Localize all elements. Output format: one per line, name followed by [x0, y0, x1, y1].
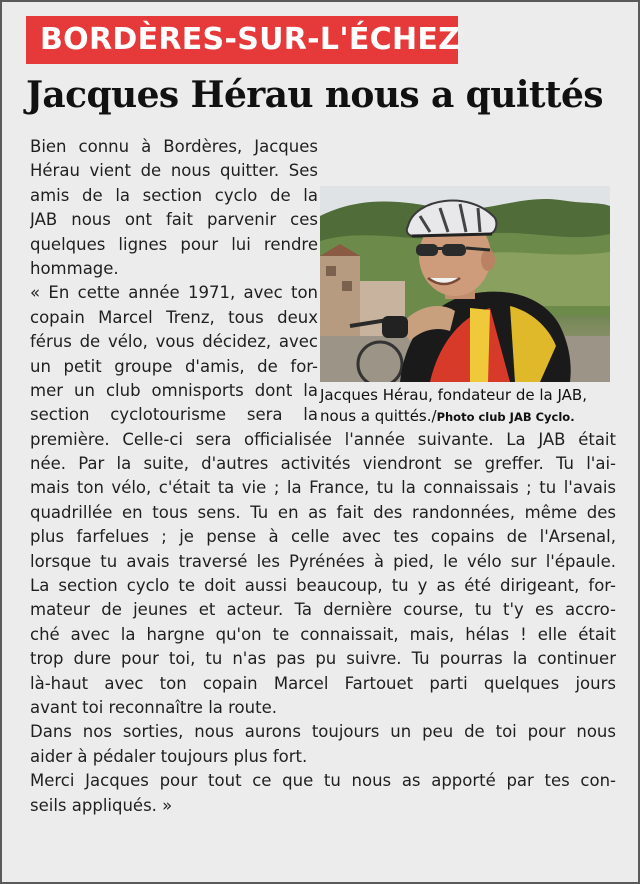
body-line: férus de vélo, vous décidez, avec [30, 332, 318, 352]
photo-caption [320, 384, 620, 427]
body-line: Hérau vient de nous quitter. Ses [30, 161, 318, 181]
body-line: ché avec la hargne qu'on te connaissait, mais, hélas ! elle était [30, 624, 616, 644]
body-line: seils appliqués. » [30, 795, 173, 815]
caption-line-2-text: nous a quittés./ [320, 407, 437, 425]
cyclist-photo [320, 186, 610, 382]
body-line: trop dure pour toi, tu n'as pas pu suivre. Tu pourras la continuer [30, 649, 616, 669]
body-line: aider à pédaler toujours plus fort. [30, 746, 308, 766]
section-kicker: BORDÈRES-SUR-L'ÉCHEZ [26, 16, 458, 64]
body-line: amis de la section cyclo de la [30, 185, 318, 205]
body-line: JAB nous ont fait parvenir ces [30, 210, 318, 230]
body-line: première. Celle-ci sera officialisée l'année suivante. La JAB était [30, 429, 616, 449]
body-line: mateur de jeunes et acteur. Ta dernière course, tu t'y es accro- [30, 600, 616, 620]
body-line: un petit groupe d'amis, de for- [30, 356, 318, 376]
body-line: mais ton vélo, c'était ta vie ; la France, tu la connaissais ; tu l'avais [30, 478, 616, 498]
body-line: lorsque tu avais traversé les Pyrénées à pied, le vélo sur l'épaule. [30, 551, 616, 571]
body-line: section cyclotourisme sera la [30, 405, 318, 425]
body-line: La section cyclo te doit aussi beaucoup, tu y as été dirigeant, for- [30, 576, 616, 596]
body-line: « En cette année 1971, avec ton [30, 283, 318, 303]
caption-line-1: Jacques Hérau, fondateur de la JAB, [320, 386, 587, 404]
body-line: copain Marcel Trenz, tous deux [30, 307, 318, 327]
photo-credit: Photo club JAB Cyclo. [436, 410, 575, 424]
body-line: hommage. [30, 258, 119, 278]
body-line: là-haut avec ton copain Marcel Fartouet parti quelques jours [30, 673, 616, 693]
article-headline: Jacques Hérau nous a quittés [26, 74, 603, 116]
body-line: née. Par la suite, d'autres activités viendront se greffer. Tu l'ai- [30, 454, 616, 474]
cyclist-illustration [320, 186, 610, 382]
body-line: mer un club omnisports dont la [30, 380, 318, 400]
body-line: plus farfelues ; je pense à celle avec tes copains de l'Arsenal, [30, 527, 616, 547]
body-line: avant toi reconnaître la route. [30, 697, 277, 717]
body-line: Dans nos sorties, nous aurons toujours un peu de toi pour nous [30, 722, 616, 742]
caption-line-2 [320, 406, 620, 427]
body-line: quelques lignes pour lui rendre [30, 234, 318, 254]
body-line: Bien connu à Bordères, Jacques [30, 137, 318, 156]
body-line: Merci Jacques pour tout ce que tu nous as apporté par tes con- [30, 771, 616, 791]
body-line: quadrillée en tous sens. Tu en as fait des randonnées, même des [30, 502, 616, 522]
